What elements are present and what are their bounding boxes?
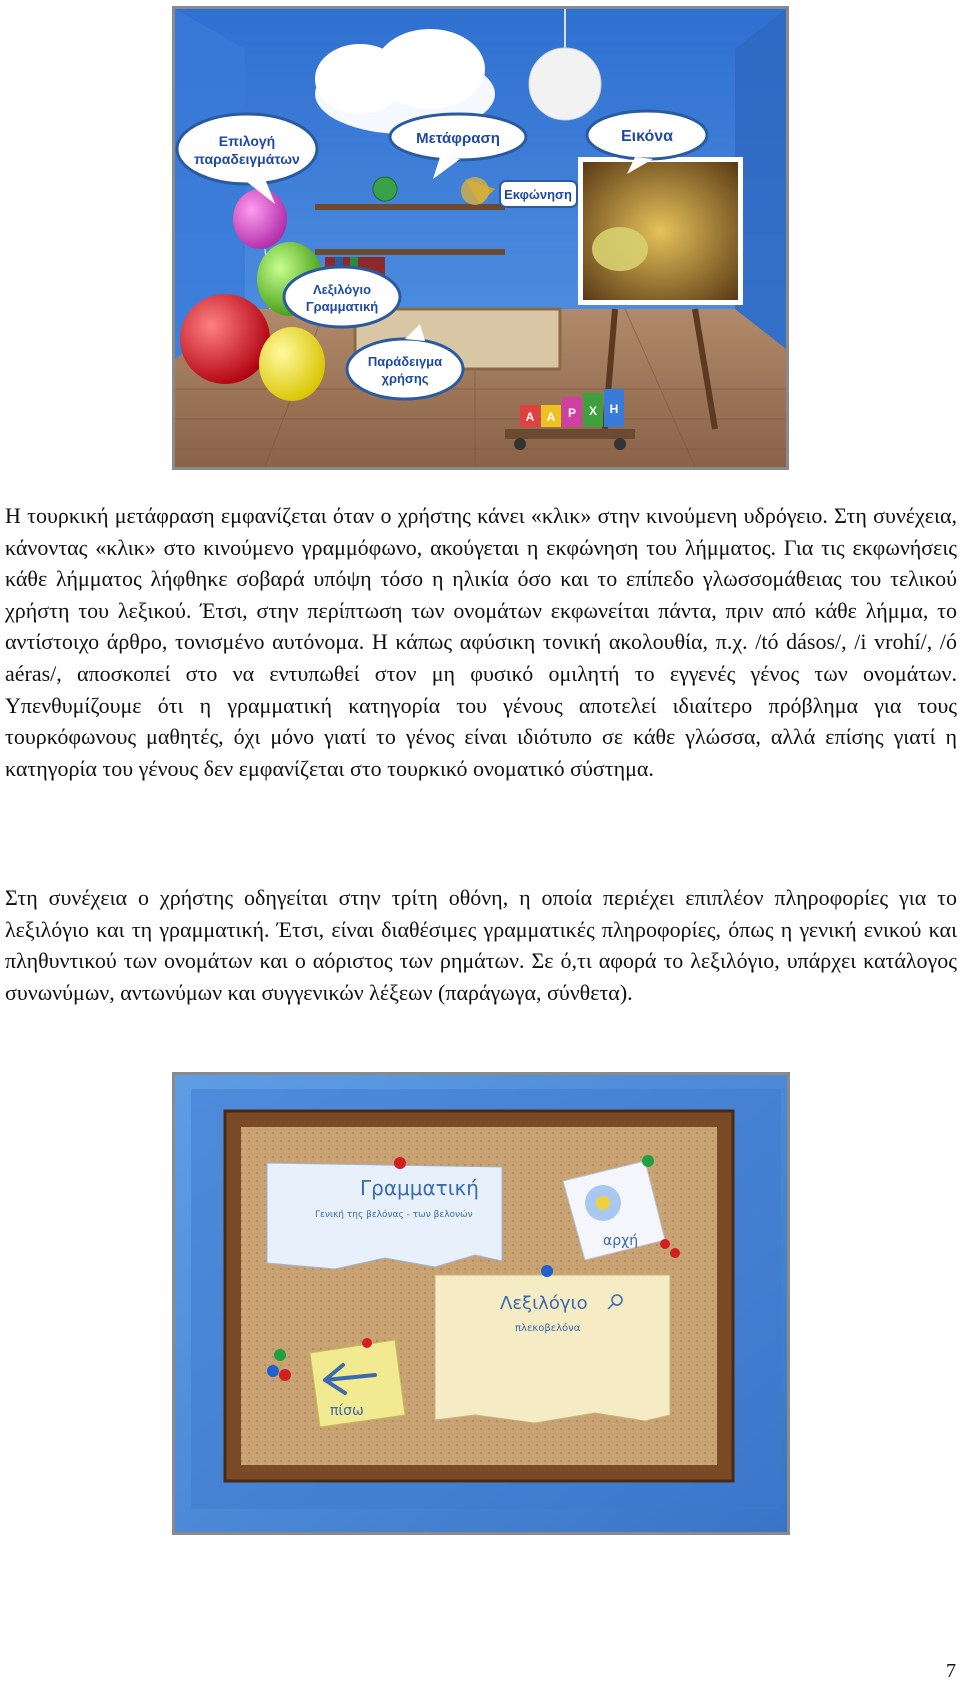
svg-text:Εκφώνηση: Εκφώνηση — [504, 187, 572, 202]
svg-text:Γραμματική: Γραμματική — [360, 1176, 479, 1200]
paragraph-translation-pronunciation: Η τουρκική μετάφραση εμφανίζεται όταν ο χρήστης κάνει «κλικ» στην κινούμενη υδρόγειο. Στη συνέχεια, κάνοντας «κλικ» στο κινούμενο γραμμόφωνο, ακούγεται η εκφώνηση του λήμματος. Για τις εκφωνήσεις κάθε λήμματος λήφθηκε σοβαρά υπόψη τόσο η ηλικία όσο και το επίπεδο γλωσσομάθειας του τελικού χρήστη του λεξικού. Έτσι, στην περίπτωση των ονομάτων εκφωνείται πάντα, πριν από κάθε λήμμα, το αντίστοιχο άρθρο, τονισμένο αυτόνομα. Η κάπως αφύσικη τονική ακολουθία, π.χ. /tó dásos/, /i vrohí/, /ó aéras/, αποσκοπεί στο να εντυπωθεί στον μη φυσικό ομιλητή το εγγενές γένος των ονομάτων. Υπενθυμίζουμε ότι η γραμματική κατηγορία του γένους αποτελεί ιδιαίτερο πρόβλημα για τους τουρκόφωνους μαθητές, όχι μόνο γιατί το γένος είναι ιδιότυπο σε κάθε γλώσσα, αλλά επίσης γιατί η κατηγορία του γένους δεν εμφανίζεται στο τουρκικό ονοματικό σύστημα. — [5, 503, 957, 781]
svg-text:πλεκοβελόνα: πλεκοβελόνα — [515, 1323, 581, 1334]
svg-text:Επιλογή: Επιλογή — [218, 133, 276, 149]
block-letter: Α — [525, 410, 535, 424]
note-grammar[interactable] — [267, 1157, 502, 1269]
paragraph-third-screen: Στη συνέχεια ο χρήστης οδηγείται στην τρίτη οθόνη, η οποία περιέχει επιπλέον πληροφορίες για το λεξιλόγιο και τη γραμματική. Έτσι, είναι διαθέσιμες γραμματικές πληροφορίες, όπως η γενική ενικού και πληθυντικού των ονομάτων και ο αόριστος των ρημάτων. Σε ό,τι αφορά το λεξιλόγιο, υπάρχει κατάλογος συνωνύμων, αντωνύμων και συγγενικών λέξεων (παράγωγα, σύνθετα). — [5, 885, 957, 1005]
svg-text:Λεξιλόγιο: Λεξιλόγιο — [312, 282, 372, 297]
svg-text:Λεξιλόγιο: Λεξιλόγιο — [500, 1293, 588, 1314]
page-number: 7 — [946, 1660, 956, 1682]
svg-text:Παράδειγμα: Παράδειγμα — [367, 354, 443, 369]
block-letter: Α — [546, 410, 556, 424]
figure-room-scene — [172, 6, 789, 470]
svg-text:Εικόνα: Εικόνα — [620, 128, 674, 145]
svg-text:χρήσης: χρήσης — [381, 371, 429, 386]
svg-text:αρχή: αρχή — [603, 1233, 639, 1249]
note-vocabulary[interactable] — [435, 1265, 670, 1423]
block-letter: Η — [609, 402, 619, 416]
svg-text:Γραμματική: Γραμματική — [305, 299, 379, 314]
figure-cork-board — [172, 1072, 790, 1535]
bubble-vocab-grammar[interactable] — [284, 267, 400, 327]
svg-text:Γενική της βελόνας - των βελον: Γενική της βελόνας - των βελονών — [315, 1210, 473, 1220]
svg-text:παραδειγμάτων: παραδειγμάτων — [194, 151, 300, 167]
block-letter: Ρ — [567, 406, 577, 420]
block-letter: Χ — [588, 404, 598, 418]
bubble-pronunciation[interactable] — [500, 181, 577, 207]
svg-text:πίσω: πίσω — [330, 1403, 364, 1419]
svg-text:Μετάφραση: Μετάφραση — [416, 130, 500, 147]
